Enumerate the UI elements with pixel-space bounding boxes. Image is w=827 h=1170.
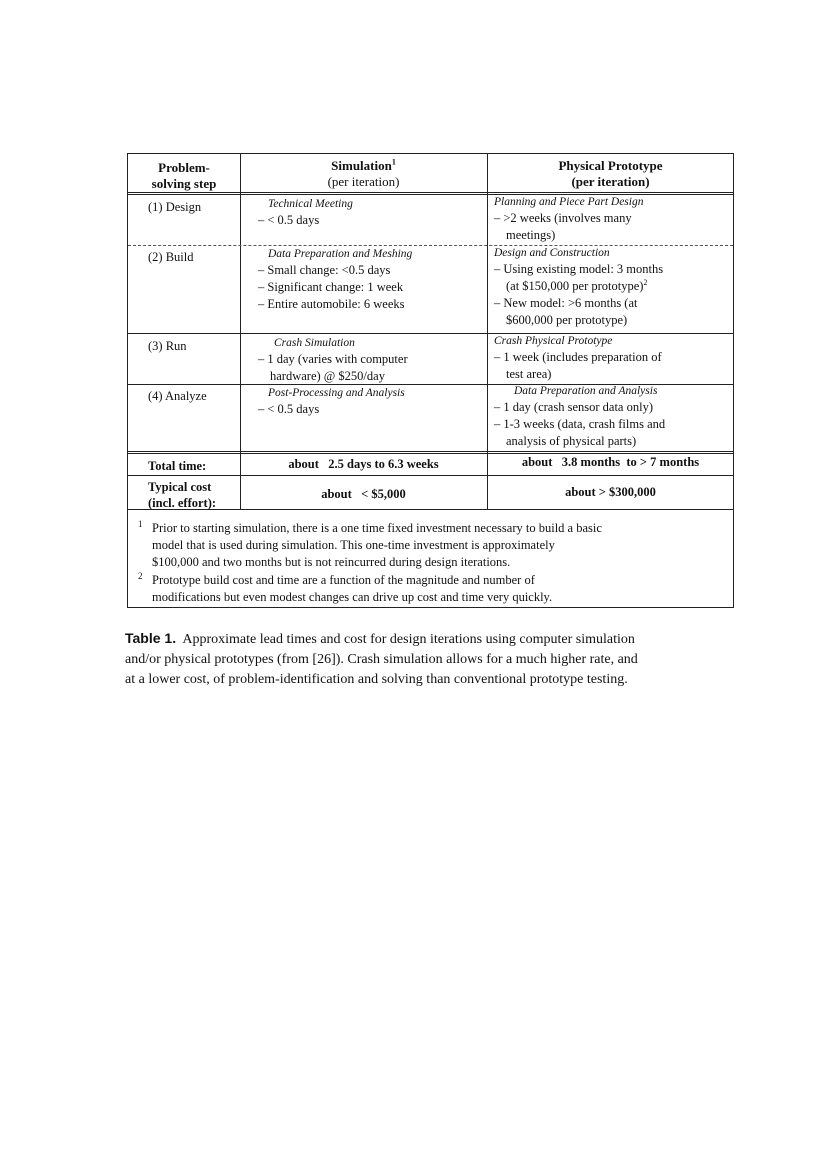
caption-label: Table 1. [125, 630, 177, 646]
footnote-marker: 1 [391, 157, 396, 167]
total-time-prototype: about 3.8 months to > 7 months [521, 455, 700, 469]
table-footnotes [138, 520, 725, 606]
footnote-2: 2 Prototype build cost and time are a function of the magnitude and number of modifications but even modest changes can drive up cost and time very quickly. [138, 571, 553, 604]
row-analyze-prototype: Data Preparation and Analysis – 1 day (crash sensor data only) – 1-3 weeks (data, crash films and analysis of physical parts) [494, 385, 666, 448]
typical-cost-label: Typical cost (incl. effort): [148, 480, 217, 510]
typical-cost-prototype: about > $300,000 [565, 485, 656, 499]
total-time-simulation: about 2.5 days to 6.3 weeks [288, 457, 439, 471]
row-divider [128, 475, 733, 476]
row-design-prototype: Planning and Piece Part Design – >2 weeks (involves many meetings) [494, 196, 644, 242]
row-design-simulation: Technical Meeting – < 0.5 days [258, 198, 353, 227]
footnote-rule [128, 509, 733, 510]
row-run-simulation: Crash Simulation – 1 day (varies with computer hardware) @ $250/day [258, 337, 408, 383]
row-design-step: (1) Design [148, 200, 202, 214]
row-analyze-simulation: Post-Processing and Analysis – < 0.5 days [258, 387, 405, 416]
row-run-prototype: Crash Physical Prototype – 1 week (includes preparation of test area) [494, 335, 662, 381]
footnote-marker: 2 [643, 277, 648, 287]
row-build-step: (2) Build [148, 250, 194, 264]
lead-time-table [127, 153, 734, 608]
table-caption: Table 1. Approximate lead times and cost for design iterations using computer simulation and/or physical prototypes (from [26]). Crash simulation allows for a much higher rate, and at a lower cost, of problem-identification and solving than conventional prototype testing. [125, 630, 638, 687]
total-time-label: Total time: [148, 459, 207, 473]
header-simulation: Simulation$^1$ (per iteration) [327, 157, 400, 189]
header-prototype: Physical Prototype (per iteration) [558, 158, 663, 189]
row-build-prototype: Design and Construction – Using existing model: 3 months (at $150,000 per prototype)$^2$ – New model: >6 months (at $600,000 per prototype) [494, 247, 664, 327]
footnote-1: 1 Prior to starting simulation, there is a one time fixed investment necessary to build a basic model that is used during simulation. This one-time investment is approximately $100,000 and two months but is not reincurred during design iterations. [138, 519, 602, 569]
row-build-simulation: Data Preparation and Meshing – Small change: <0.5 days – Significant change: 1 week – Entire automobile: 6 weeks [258, 248, 413, 311]
typical-cost-simulation: about < $5,000 [321, 487, 406, 501]
header-step: Problem- solving step [151, 160, 217, 191]
row-analyze-step: (4) Analyze [148, 389, 207, 403]
row-run-step: (3) Run [148, 339, 187, 353]
